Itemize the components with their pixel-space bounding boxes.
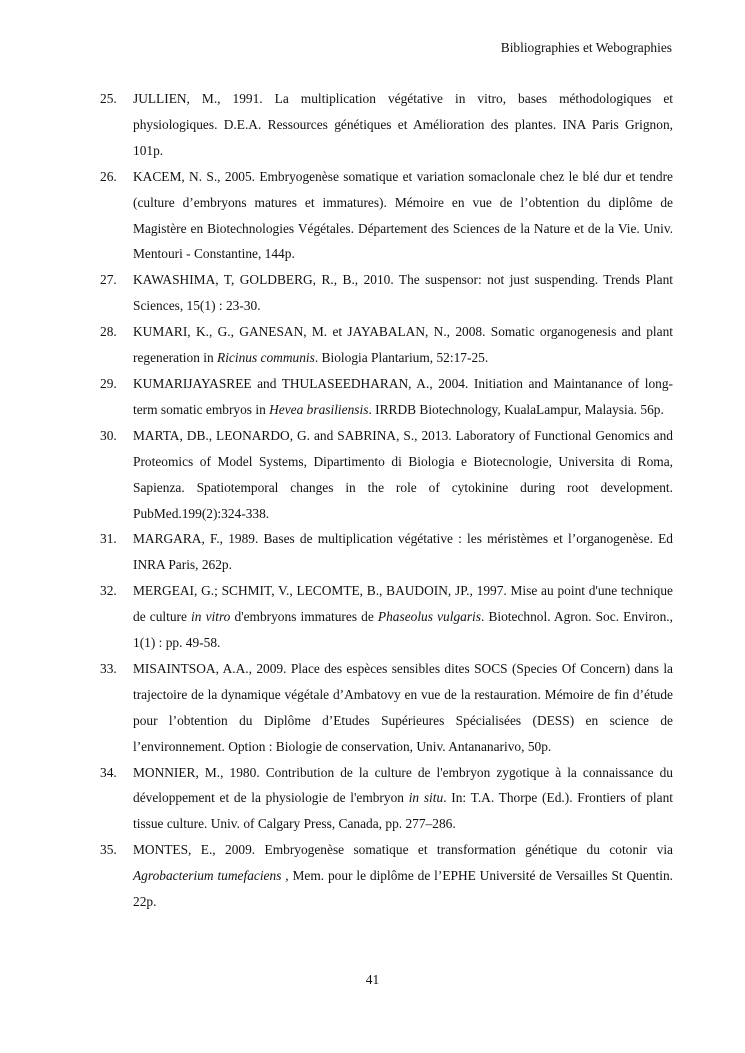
reference-number: 31. xyxy=(100,531,117,547)
running-header: Bibliographies et Webographies xyxy=(500,40,672,55)
reference-text: , Mem. pour le diplôme de l’EPHE Université de Versailles St Quentin. 22p. xyxy=(133,868,673,910)
reference-italic-text: Agrobacterium tumefaciens xyxy=(133,868,282,884)
reference-number: 32. xyxy=(100,583,117,599)
reference-text: KAWASHIMA, T, GOLDBERG, R., B., 2010. The suspensor: not just suspending. Trends Plant Sciences, 15(1) : 23-30. xyxy=(133,272,673,314)
reference-italic-text: in situ xyxy=(408,790,444,806)
reference-italic-text: Phaseolus vulgaris xyxy=(377,609,481,625)
reference-number: 29. xyxy=(100,375,117,391)
reference-number: 34. xyxy=(100,764,117,780)
reference-item xyxy=(100,423,673,527)
reference-number: 28. xyxy=(100,324,117,340)
reference-text: d'embryons immatures de xyxy=(230,609,378,625)
reference-text: . In: T.A. Thorpe (Ed.). Frontiers of plant tissue culture. Univ. of Calgary Press, Canada, pp. 277–286. xyxy=(133,790,673,832)
reference-item xyxy=(100,578,673,656)
reference-item xyxy=(100,86,673,164)
reference-number: 26. xyxy=(100,168,117,184)
reference-item xyxy=(100,837,673,915)
reference-item xyxy=(100,371,673,423)
reference-text: MARTA, DB., LEONARDO, G. and SABRINA, S., 2013. Laboratory of Functional Genomics and Proteomics of Model Systems, Dipartimento di Biologia e Biotecnologie, Universita di Roma, Sapienza. Spatiotemporal changes in the role of cytokinine during root development. PubMed.199(2):324-338. xyxy=(133,427,673,521)
reference-italic-text: Ricinus communis xyxy=(217,350,315,366)
reference-item xyxy=(100,164,673,268)
reference-text: MARGARA, F., 1989. Bases de multiplication végétative : les méristèmes et l’organogenèse. Ed INRA Paris, 262p. xyxy=(133,531,673,573)
reference-number: 27. xyxy=(100,272,117,288)
reference-text: MISAINTSOA, A.A., 2009. Place des espèces sensibles dites SOCS (Species Of Concern) dans la trajectoire de la dynamique végétale d’Ambatovy en vue de la restauration. Mémoire de fin d’étude pour l’obtention du Diplôme d’Etudes Supérieures Spécialisées (DESS) en science de l’environnement. Option : Biologie de conservation, Univ. Antananarivo, 50p. xyxy=(133,660,673,754)
reference-text: MONTES, E., 2009. Embryogenèse somatique et transformation génétique du cotonir via xyxy=(133,842,673,858)
reference-number: 33. xyxy=(100,660,117,676)
reference-italic-text: Hevea brasiliensis xyxy=(269,401,369,417)
reference-text: KUMARI, K., G., GANESAN, M. et JAYABALAN, N., 2008. Somatic organogenesis and plant regeneration in xyxy=(133,324,673,366)
reference-text: JULLIEN, M., 1991. La multiplication végétative in vitro, bases méthodologiques et physiologiques. D.E.A. Ressources génétiques et Amélioration des plantes. INA Paris Grignon, 101p. xyxy=(133,91,673,158)
reference-list xyxy=(100,86,673,915)
reference-text: MERGEAI, G.; SCHMIT, V., LECOMTE, B., BAUDOIN, JP., 1997. Mise au point d'une technique de culture xyxy=(133,583,673,625)
reference-item xyxy=(100,267,673,319)
reference-text: . Biologia Plantarium, 52:17-25. xyxy=(314,350,489,366)
reference-text: KACEM, N. S., 2005. Embryogenèse somatique et variation somaclonale chez le blé dur et tendre (culture d’embryons matures et immatures). Mémoire en vue de l’obtention du diplôme de Magistère en Biotechnologies Végétales. Département des Sciences de la Nature et de la Vie. Univ. Mentouri - Constantine, 144p. xyxy=(133,168,673,262)
reference-text: . IRRDB Biotechnology, KualaLampur, Malaysia. 56p. xyxy=(368,401,664,417)
reference-italic-text: in vitro xyxy=(191,609,231,625)
reference-number: 35. xyxy=(100,842,117,858)
reference-number: 25. xyxy=(100,91,117,106)
reference-item xyxy=(100,760,673,838)
reference-text: MONNIER, M., 1980. Contribution de la culture de l'embryon zygotique à la connaissance du développement et de la physiologie de l'embryon xyxy=(133,764,673,806)
reference-item xyxy=(100,656,673,760)
reference-text: KUMARIJAYASREE and THULASEEDHARAN, A., 2004. Initiation and Maintanance of long-term somatic embryos in xyxy=(133,375,673,417)
reference-item xyxy=(100,319,673,371)
reference-number: 30. xyxy=(100,427,117,443)
page-number: 41 xyxy=(365,972,380,987)
reference-text: . Biotechnol. Agron. Soc. Environ., 1(1) : pp. 49-58. xyxy=(133,609,673,651)
reference-item xyxy=(100,526,673,578)
